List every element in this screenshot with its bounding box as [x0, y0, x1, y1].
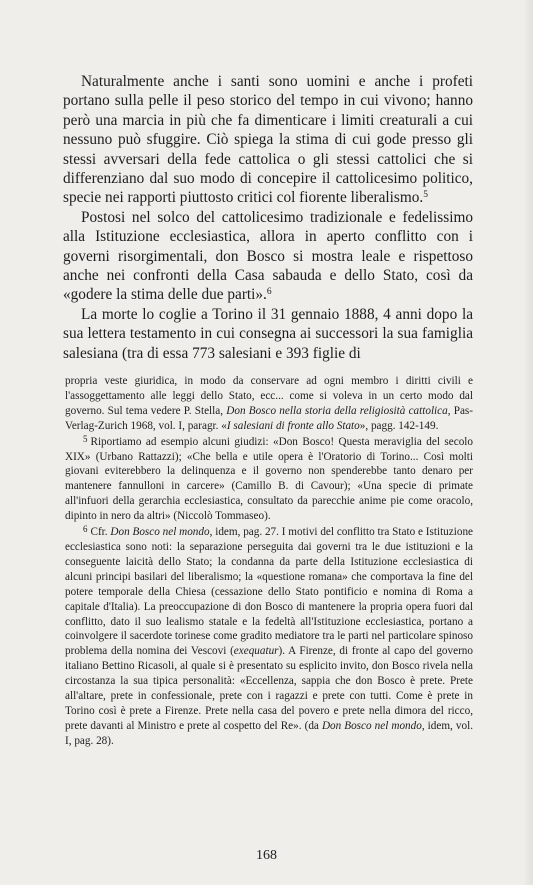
paragraph-2: Postosi nel solco del cattolicesimo tradizionale e fedelissimo alla Istituzione ecclesiastica, allora in aperto conflitto con i governi risorgimentali, don Bosco si mostra leale e rispettoso anche nei confronti della Casa sabauda e dello Stato, così da «godere la stima delle due parti».$^6$ [63, 208, 473, 304]
footnote-number-5: 5 [83, 433, 88, 444]
footnotes [65, 374, 473, 749]
main-text [63, 72, 473, 363]
footnote-6: $^6$ Cfr. Don Bosco nel mondo, idem, pag. 27. I motivi del conflitto tra Stato e Istituzione ecclesiastica sono noti: la separazione perseguita dai governi tra le due istituzioni e la conseguente laicità dello Stato; la condanna da parte della Istituzione ecclesiastica di alcuni principi basilari del liberalismo; la «questione romana» che comportava la fine del potere temporale della Chiesa (cessazione dello Stato pontificio e nomina di Roma a capitale d'Italia). La preoccupazione di don Bosco di mantenere la propria opera fuori dal conflitto, dato il suo lealismo statale e la fedeltà all'Istituzione ecclesiastica, portano a coinvolgere il sacerdote torinese come gradito mediatore tra le parti nel particolare spinoso problema della nomina dei Vescovi (exequatur). A Firenze, di fronte al capo del governo italiano Bettino Ricasoli, al quale si è presentato su esplicito invito, don Bosco rivela nella circostanza la sua tipica personalità: «Eccellenza, sappia che don Bosco è prete. Prete all'altare, prete in confessionale, prete con i ragazzi e prete con tutti. Come è prete in Torino così è prete a Firenze. Prete nella casa del povero e prete nella dimora del ricco, prete davanti al Ministro e prete al cospetto del Re». (da Don Bosco nel mondo, idem, vol. I, pag. 28). [65, 523, 473, 747]
footnote-number-6: 6 [83, 523, 88, 534]
footnote-ref-6: 6 [266, 287, 272, 298]
footnote-continuation: propria veste giuridica, in modo da conservare ad ogni membro i diritti civili e l'assoggettamento alle leggi dello Stato, ecc... come si voleva in un certo modo dal governo. Sul tema vedere P. Stella, Don Bosco nella storia della religiosità cattolica, Pas-Verlag-Zurich 1968, vol. I, paragr. «I salesiani di fronte allo Stato», pagg. 142-149. [65, 375, 473, 432]
page-number: 168 [256, 848, 277, 863]
page-edge-shadow [523, 0, 533, 885]
paragraph-1: Naturalmente anche i santi sono uomini e anche i profeti portano sulla pelle il peso storico del tempo in cui vivono; hanno però una marcia in più che fa dimenticare i limiti creaturali a cui nessuno può sfuggire. Ciò spiega la stima di cui gode presso gli stessi avversari della fede cattolica o gli stessi cattolici che si differenziano dal suo modo di concepire il cattolicesimo politico, specie nei rapporti piuttosto critici col fiorente liberalismo.$^5$ [63, 73, 473, 207]
footnote-5: $^5$ Riportiamo ad esempio alcuni giudizi: «Don Bosco! Questa meraviglia del secolo XIX» (Urbano Rattazzi); «Che bella e utile opera è l'Oratorio di Torino... Così molti giovani eviterebbero la delinquenza e il governo non spenderebbe tanto denaro per mantenere fannulloni in carcere» (Camillo B. di Cavour); «Una specie di primate all'infuori della gerarchia ecclesiastica, consultato da parecchie anime pie come oracolo, dipinto in nero da altri» (Niccolò Tommaseo). [65, 433, 473, 523]
footnote-ref-5: 5 [423, 190, 428, 201]
paragraph-3: La morte lo coglie a Torino il 31 gennaio 1888, 4 anni dopo la sua lettera testamento in cui consegna ai successori la sua famiglia salesiana (tra di essa 773 salesiani e 393 figlie di [63, 305, 473, 362]
